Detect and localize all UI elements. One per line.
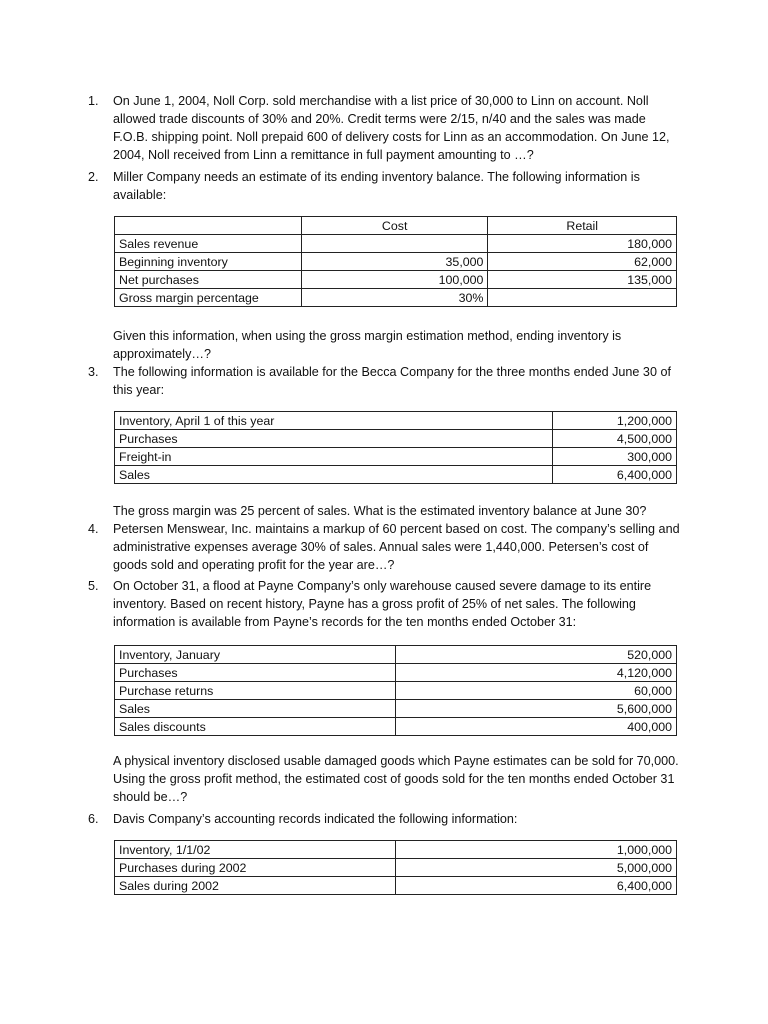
- table-cell: 62,000: [488, 253, 677, 271]
- question-number: 2.: [88, 170, 99, 184]
- question-number: 1.: [88, 94, 99, 108]
- table-cell: 520,000: [395, 646, 676, 664]
- question-3: [88, 363, 680, 399]
- question-2-followup: Given this information, when using the gross margin estimation method, ending inventory is approximately…?: [113, 329, 622, 361]
- table-cell: Beginning inventory: [115, 253, 302, 271]
- question-number: 6.: [88, 812, 99, 826]
- table-cell: 400,000: [395, 718, 676, 736]
- table-cell: [488, 289, 677, 307]
- question-3-followup: The gross margin was 25 percent of sales. What is the estimated inventory balance at June 30?: [113, 504, 647, 518]
- table-cell: Purchases during 2002: [115, 859, 396, 877]
- question-6: [88, 810, 680, 828]
- table-cell: Purchase returns: [115, 682, 396, 700]
- table-cell: Gross margin percentage: [115, 289, 302, 307]
- question-number: 3.: [88, 365, 99, 379]
- table-row: [115, 412, 677, 430]
- table-cell: Sales: [115, 700, 396, 718]
- table-row: [115, 289, 677, 307]
- question-text: The following information is available for the Becca Company for the three months ended June 30 of this year:: [113, 365, 671, 397]
- question-number: 4.: [88, 522, 99, 536]
- table-header-cell: Retail: [488, 217, 677, 235]
- question-text: On October 31, a flood at Payne Company’s only warehouse caused severe damage to its entire inventory. Based on recent history, Payne has a gross profit of 25% of net sales. The following information is available from Payne’s records for the ten months ended October 31:: [113, 579, 652, 629]
- table-cell: 4,500,000: [553, 430, 677, 448]
- table-header-cell: Cost: [301, 217, 488, 235]
- table-cell: 60,000: [395, 682, 676, 700]
- table-cell: Inventory, January: [115, 646, 396, 664]
- becca-table: [114, 411, 677, 484]
- table-cell: 180,000: [488, 235, 677, 253]
- table-row: [115, 877, 677, 895]
- table-cell: 300,000: [553, 448, 677, 466]
- question-text: Miller Company needs an estimate of its ending inventory balance. The following information is available:: [113, 170, 640, 202]
- table-cell: 135,000: [488, 271, 677, 289]
- davis-table: [114, 840, 677, 895]
- table-cell: 1,000,000: [395, 841, 676, 859]
- payne-table: [114, 645, 677, 736]
- table-row: [115, 682, 677, 700]
- table-cell: Sales revenue: [115, 235, 302, 253]
- table-row: [115, 841, 677, 859]
- table-cell: 6,400,000: [553, 466, 677, 484]
- table-row: [115, 448, 677, 466]
- table-row: [115, 271, 677, 289]
- table-cell: Inventory, 1/1/02: [115, 841, 396, 859]
- table-cell: 6,400,000: [395, 877, 676, 895]
- miller-table: [114, 216, 677, 307]
- question-1: [88, 92, 680, 164]
- table-row: [115, 430, 677, 448]
- table-cell: Sales: [115, 466, 553, 484]
- question-text: On June 1, 2004, Noll Corp. sold merchandise with a list price of 30,000 to Linn on account. Noll allowed trade discounts of 30% and 20%. Credit terms were 2/15, n/40 and the sales was made F.O.B. shipping point. Noll prepaid 600 of delivery costs for Linn as an accommodation. On June 12, 2004, Noll received from Linn a remittance in full payment amounting to …?: [113, 94, 670, 162]
- table-header-row: [115, 217, 677, 235]
- question-5-followup: A physical inventory disclosed usable damaged goods which Payne estimates can be sold for 70,000. Using the gross profit method, the estimated cost of goods sold for the ten months ended October 31 should be…?: [113, 754, 679, 804]
- table-cell: 5,600,000: [395, 700, 676, 718]
- question-number: 5.: [88, 579, 99, 593]
- table-row: [115, 700, 677, 718]
- table-row: [115, 646, 677, 664]
- table-cell: Sales discounts: [115, 718, 396, 736]
- table-cell: 35,000: [301, 253, 488, 271]
- question-4: [88, 520, 680, 574]
- table-cell: Purchases: [115, 664, 396, 682]
- table-row: [115, 235, 677, 253]
- table-cell: 1,200,000: [553, 412, 677, 430]
- table-cell: Freight-in: [115, 448, 553, 466]
- question-2: [88, 168, 680, 204]
- table-row: [115, 253, 677, 271]
- question-text: Davis Company’s accounting records indicated the following information:: [113, 812, 518, 826]
- table-cell: 4,120,000: [395, 664, 676, 682]
- table-cell: Purchases: [115, 430, 553, 448]
- table-cell: Inventory, April 1 of this year: [115, 412, 553, 430]
- table-row: [115, 859, 677, 877]
- table-cell: 5,000,000: [395, 859, 676, 877]
- table-cell: 100,000: [301, 271, 488, 289]
- table-cell: [301, 235, 488, 253]
- table-cell: Net purchases: [115, 271, 302, 289]
- question-5: [88, 577, 680, 631]
- table-row: [115, 466, 677, 484]
- table-row: [115, 664, 677, 682]
- table-cell: Sales during 2002: [115, 877, 396, 895]
- table-header-cell: [115, 217, 302, 235]
- table-row: [115, 718, 677, 736]
- table-cell: 30%: [301, 289, 488, 307]
- question-text: Petersen Menswear, Inc. maintains a markup of 60 percent based on cost. The company’s selling and administrative expenses average 30% of sales. Annual sales were 1,440,000. Petersen’s cost of goods sold and operating profit for the year are…?: [113, 522, 680, 572]
